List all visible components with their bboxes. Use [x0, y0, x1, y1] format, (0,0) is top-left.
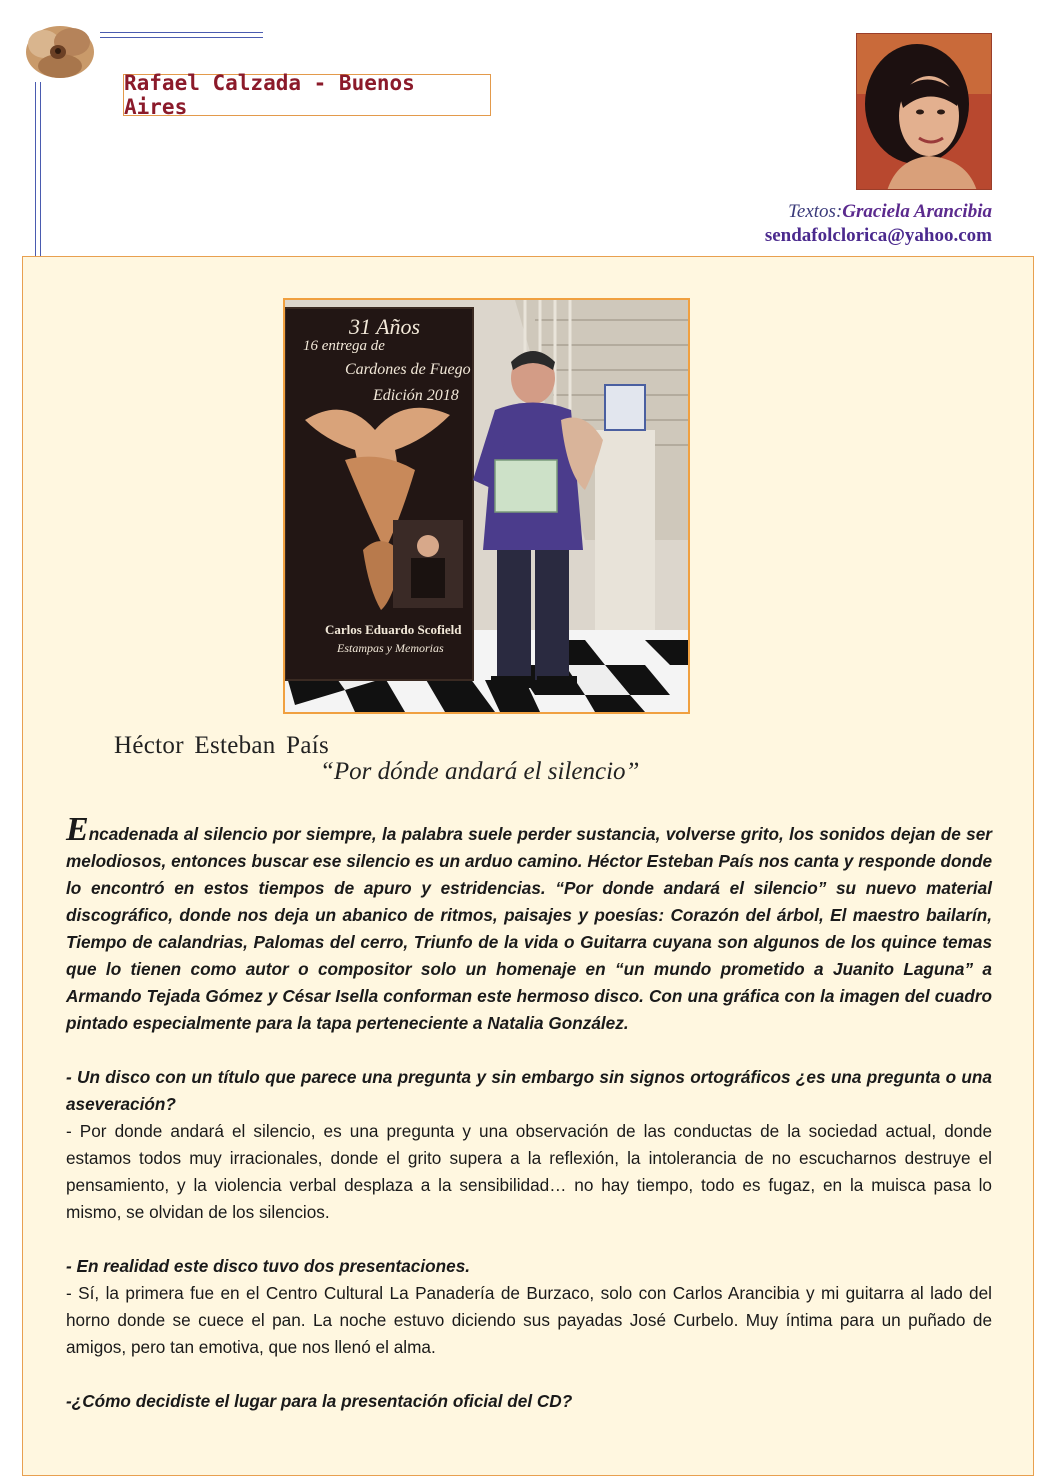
- credit-label: Textos:: [788, 201, 843, 222]
- article-subject-name: Héctor Esteban País: [114, 732, 330, 759]
- banner-line-2: 16 entrega de: [303, 338, 385, 354]
- answer-1: - Por donde andará el silencio, es una pregunta y una observación de las conductas de la sociedad actual, donde estamos todos muy irracionales, donde el grito supera a la reflexión, la intolerancia de no escucharnos destruye el pensamiento, y la violencia verbal desplaza a la sensibilidad… no hay tiempo, todo es fugaz, en la muisca pasa lo mismo, se olvidan de los silencios.: [66, 1121, 992, 1222]
- intro-paragraph: [66, 811, 992, 1037]
- flower-logo: [20, 16, 98, 82]
- article-title: “Por dónde andará el silencio”: [320, 758, 640, 785]
- banner-line-3: Cardones de Fuego: [345, 361, 471, 378]
- header-rule-bottom: [100, 37, 263, 38]
- banner-caption: Carlos Eduardo Scofield: [325, 622, 462, 637]
- banner-subcaption: Estampas y Memorias: [337, 641, 444, 655]
- author-email[interactable]: sendafolclorica@yahoo.com: [764, 225, 992, 246]
- author-credit: [765, 200, 992, 248]
- article-body: [66, 811, 992, 1415]
- header-rule-top: [100, 32, 263, 33]
- answer-2: - Sí, la primera fue en el Centro Cultural La Panadería de Burzaco, solo con Carlos Arancibia y mi guitarra al lado del horno donde se cuece el pan. La noche estuvo diciendo sus payadas José Curbelo. Muy íntima para un puñado de amigos, pero tan emotiva, que nos llenó el alma.: [66, 1283, 992, 1357]
- intro-text: ncadenada al silencio por siempre, la palabra suele perder sustancia, volverse grito, los sonidos dejan de ser melodiosos, entonces buscar ese silencio es un arduo camino. Héctor Esteban País nos canta y responde donde lo encontró en estos tiempos de apuro y estridencias. “Por donde andará el silencio” su nuevo material discográfico, donde nos deja un abanico de ritmos, paisajes y poesías: Corazón del árbol, El maestro bailarín, Tiempo de calandrias, Palomas del cerro, Triunfo de la vida o Guitarra cuyana son algunos de los quince temas que lo tienen como autor o compositor solo un homenaje en “un mundo prometido a Juanito Laguna” a Armando Tejada Gómez y César Isella conforman este hermoso disco. Con una gráfica con la imagen del cuadro pintado especialmente para la tapa perteneciente a Natalia González.: [66, 824, 992, 1033]
- drop-cap: E: [66, 811, 89, 848]
- author-name: Graciela Arancibia: [842, 201, 992, 222]
- location-label: Rafael Calzada - Buenos Aires: [123, 74, 491, 116]
- question-1: - Un disco con un título que parece una pregunta y sin embargo sin signos ortográficos ¿es una pregunta o una aseveración?: [66, 1067, 992, 1114]
- question-2: - En realidad este disco tuvo dos presentaciones.: [66, 1256, 471, 1276]
- banner-line-4: Edición 2018: [373, 387, 459, 404]
- banner-line-1: 31 Años: [349, 314, 421, 339]
- article-photo: [283, 298, 690, 714]
- author-portrait: [856, 33, 992, 190]
- question-3: -¿Cómo decidiste el lugar para la presentación oficial del CD?: [66, 1391, 573, 1411]
